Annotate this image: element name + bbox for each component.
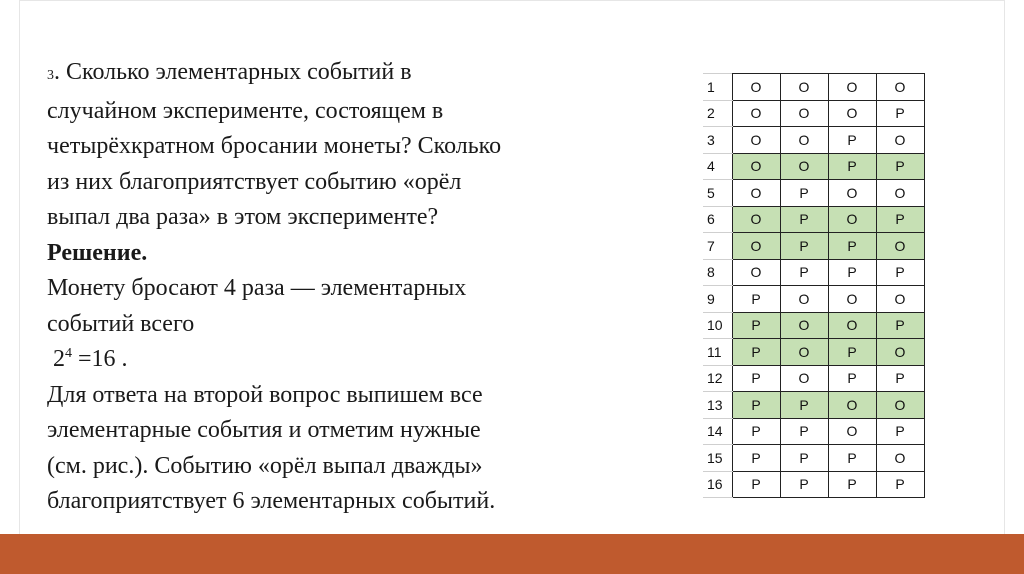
row-number: 7 <box>703 233 732 260</box>
table-row <box>703 286 924 313</box>
table-cell: О <box>780 127 828 154</box>
table-cell: Р <box>828 153 876 180</box>
problem-line-3: четырёхкратном бросании монеты? Сколько <box>47 133 502 159</box>
table-cell: О <box>780 153 828 180</box>
solution-line-3: Для ответа на второй вопрос выпишем все <box>47 381 483 408</box>
table-cell: О <box>876 339 924 366</box>
solution-heading: Решение. <box>47 239 148 266</box>
table-cell: Р <box>780 471 828 498</box>
table-cell: О <box>876 392 924 419</box>
row-number: 3 <box>703 127 732 154</box>
row-number: 6 <box>703 206 732 233</box>
table-cell: О <box>876 127 924 154</box>
outcomes-table-body <box>703 74 924 498</box>
problem-line-4: из них благоприятствует событию «орёл <box>47 168 462 195</box>
table-row <box>703 339 924 366</box>
table-row <box>703 471 924 498</box>
row-number: 9 <box>703 286 732 313</box>
row-number: 1 <box>703 74 732 101</box>
problem-text <box>47 55 647 520</box>
row-number: 12 <box>703 365 732 392</box>
outcomes-table <box>703 73 925 498</box>
row-number: 16 <box>703 471 732 498</box>
table-cell: О <box>780 74 828 101</box>
solution-line-5: (см. рис.). Событию «орёл выпал дважды» <box>47 452 483 479</box>
table-cell: О <box>780 339 828 366</box>
row-number: 10 <box>703 312 732 339</box>
table-cell: О <box>780 100 828 127</box>
table-cell: Р <box>732 392 780 419</box>
table-cell: О <box>828 392 876 419</box>
table-cell: О <box>732 74 780 101</box>
row-number: 4 <box>703 153 732 180</box>
table-cell: О <box>828 100 876 127</box>
table-cell: Р <box>732 312 780 339</box>
table-cell: Р <box>780 418 828 445</box>
table-cell: О <box>876 180 924 207</box>
row-number: 2 <box>703 100 732 127</box>
problem-line-1 <box>47 55 647 94</box>
table-row <box>703 180 924 207</box>
table-cell: О <box>732 259 780 286</box>
table-row <box>703 233 924 260</box>
row-number: 15 <box>703 445 732 472</box>
table-cell: Р <box>876 153 924 180</box>
table-cell: О <box>732 206 780 233</box>
table-row <box>703 206 924 233</box>
table-cell: Р <box>732 365 780 392</box>
table-row <box>703 418 924 445</box>
table-cell: Р <box>828 127 876 154</box>
slide-frame-top <box>19 0 1005 1</box>
table-cell: Р <box>732 445 780 472</box>
table-cell: Р <box>780 259 828 286</box>
table-cell: Р <box>780 233 828 260</box>
table-cell: Р <box>732 471 780 498</box>
table-cell: О <box>828 312 876 339</box>
slide-frame-right <box>1004 0 1005 534</box>
slide-frame-left <box>19 0 20 534</box>
table-cell: О <box>876 286 924 313</box>
formula-exponent: 4 <box>65 346 72 361</box>
table-cell: О <box>828 286 876 313</box>
table-cell: О <box>828 206 876 233</box>
table-row <box>703 100 924 127</box>
table-cell: Р <box>828 445 876 472</box>
table-cell: О <box>876 74 924 101</box>
table-cell: О <box>732 100 780 127</box>
table-cell: Р <box>876 206 924 233</box>
table-cell: Р <box>732 339 780 366</box>
problem-line-2: случайном эксперименте, состоящем в <box>47 97 444 124</box>
formula-base: 2 <box>53 346 65 372</box>
table-row <box>703 312 924 339</box>
table-cell: Р <box>876 471 924 498</box>
table-row <box>703 365 924 392</box>
table-cell: Р <box>876 312 924 339</box>
row-number: 14 <box>703 418 732 445</box>
row-number: 5 <box>703 180 732 207</box>
table-cell: Р <box>780 180 828 207</box>
table-cell: О <box>876 445 924 472</box>
table-cell: О <box>732 180 780 207</box>
table-cell: Р <box>780 392 828 419</box>
table-cell: О <box>732 153 780 180</box>
problem-line-5: выпал два раза» в этом эксперименте? <box>47 204 439 230</box>
table-cell: Р <box>732 286 780 313</box>
table-cell: Р <box>828 259 876 286</box>
table-cell: О <box>732 127 780 154</box>
table-cell: О <box>828 418 876 445</box>
solution-line-1: Монету бросают 4 раза — элементарных <box>47 275 467 301</box>
solution-line-2: событий всего <box>47 310 195 337</box>
solution-line-4: элементарные события и отметим нужные <box>47 417 481 443</box>
table-cell: О <box>780 286 828 313</box>
bottom-accent-bar <box>0 534 1024 574</box>
table-row <box>703 74 924 101</box>
table-cell: Р <box>828 471 876 498</box>
table-cell: О <box>732 233 780 260</box>
table-cell: Р <box>876 100 924 127</box>
table-cell: Р <box>732 418 780 445</box>
table-row <box>703 392 924 419</box>
table-cell: Р <box>828 233 876 260</box>
table-row <box>703 127 924 154</box>
table-cell: О <box>828 74 876 101</box>
table-cell: Р <box>780 445 828 472</box>
row-number: 11 <box>703 339 732 366</box>
table-cell: Р <box>828 365 876 392</box>
problem-line-1-text: . Сколько элементарных событий в <box>54 59 412 85</box>
table-cell: О <box>780 365 828 392</box>
table-cell: Р <box>780 206 828 233</box>
table-cell: Р <box>828 339 876 366</box>
formula-line <box>47 342 647 378</box>
table-row <box>703 259 924 286</box>
formula-result: =16 . <box>72 346 128 372</box>
table-row <box>703 153 924 180</box>
row-number: 8 <box>703 259 732 286</box>
table-cell: О <box>828 180 876 207</box>
table-cell: Р <box>876 259 924 286</box>
table-cell: Р <box>876 365 924 392</box>
table-cell: Р <box>876 418 924 445</box>
table-row <box>703 445 924 472</box>
problem-number: 3 <box>47 68 54 83</box>
row-number: 13 <box>703 392 732 419</box>
table-cell: О <box>780 312 828 339</box>
table-cell: О <box>876 233 924 260</box>
solution-line-6: благоприятствует 6 элементарных событий. <box>47 488 496 514</box>
